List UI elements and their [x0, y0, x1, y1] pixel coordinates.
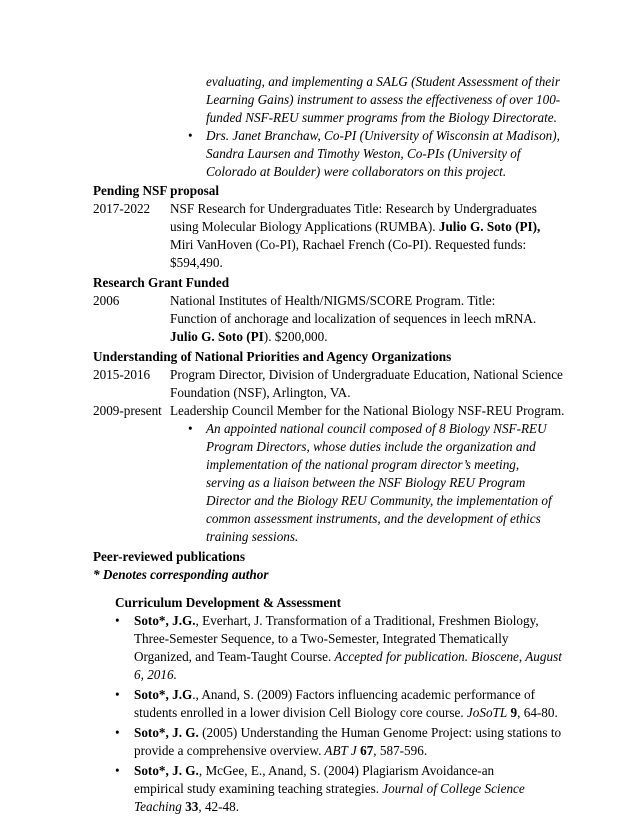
priorities-line-2: Foundation (NSF), Arlington, VA. — [170, 385, 351, 400]
pub-3-volume: 67 — [356, 743, 374, 758]
curriculum-subheading: Curriculum Development & Assessment — [115, 595, 341, 610]
pending-line-2-text: using Molecular Biology Applications (RUMBA). — [170, 219, 436, 234]
publications-heading: Peer-reviewed publications — [93, 549, 245, 564]
collab-line-3: Colorado at Boulder) were collaborators on this project. — [206, 164, 507, 179]
bullet-icon: • — [115, 763, 120, 778]
pub-2-journal: JoSoTL — [463, 705, 508, 720]
priorities-line-1: Program Director, Division of Undergraduate Education, National Science — [170, 367, 563, 382]
funded-pi: Julio G. Soto (PI — [170, 329, 264, 344]
salg-line-1: evaluating, and implementing a SALG (Student Assessment of their — [206, 74, 560, 89]
funded-amount: ). $200,000. — [263, 329, 328, 344]
funded-year: 2006 — [93, 293, 120, 308]
funded-line-3 — [170, 328, 328, 346]
pub-4-volume: 33 — [181, 799, 199, 814]
funded-line-2: Function of anchorage and localization of sequences in leech mRNA. — [170, 311, 537, 326]
pub-4-pages: , 42-48. — [198, 799, 240, 814]
pub-4-text: , McGee, E., Anand, S. (2004) Plagiarism Avoidance-an — [198, 763, 495, 778]
pending-heading: Pending NSF proposal — [93, 183, 220, 198]
pub-1-text: , Everhart, J. Transformation of a Traditional, Freshmen Biology, — [195, 613, 539, 628]
pub-3-pages: , 587-596. — [373, 743, 428, 758]
bullet-icon: • — [115, 725, 120, 740]
pub-3-journal: ABT J — [321, 743, 357, 758]
collab-line-2: Sandra Laursen and Timothy Weston, Co-PIs (University of — [206, 146, 521, 161]
pending-line-2 — [170, 218, 540, 236]
bullet-icon: • — [188, 128, 193, 143]
pub-2-volume: 9 — [507, 705, 518, 720]
council-line-1: An appointed national council composed of 8 Biology NSF-REU — [206, 421, 547, 436]
pub-4-text: empirical study examining teaching strategies. — [134, 781, 379, 796]
pub-2-line-1 — [134, 686, 535, 704]
council-line-6: common assessment instruments, and the development of ethics — [206, 511, 541, 526]
priorities-line-3: Leadership Council Member for the National Biology NSF-REU Program. — [170, 403, 565, 418]
council-line-2: Program Directors, whose duties include the organization and — [206, 439, 536, 454]
bullet-icon: • — [188, 421, 193, 436]
pub-1-line-4: 6, 2016. — [134, 667, 177, 682]
pub-3-line-2 — [134, 742, 427, 760]
pub-2-author: Soto*, J.G — [134, 687, 193, 702]
pub-1-line-3 — [134, 648, 562, 666]
pub-2-text: students enrolled in a lower division Cell Biology core course. — [134, 705, 464, 720]
funded-heading: Research Grant Funded — [93, 275, 230, 290]
collab-line-1: Drs. Janet Branchaw, Co-PI (University of Wisconsin at Madison), — [206, 128, 560, 143]
funded-line-1: National Institutes of Health/NIGMS/SCORE Program. Title: — [170, 293, 496, 308]
pending-line-1: NSF Research for Undergraduates Title: Research by Undergraduates — [170, 201, 537, 216]
pub-4-journal: Journal of College Science — [379, 781, 525, 796]
salg-line-3: funded NSF-REU summer programs from the Biology Directorate. — [206, 110, 557, 125]
council-line-4: serving as a liaison between the NSF Biology REU Program — [206, 475, 526, 490]
priorities-year-1: 2015-2016 — [93, 367, 151, 382]
pub-4-journal-cont: Teaching — [134, 799, 182, 814]
pub-1-line-1 — [134, 612, 539, 630]
pending-line-3: Miri VanHoven (Co-PI), Rachael French (Co-PI). Requested funds: — [170, 237, 527, 252]
pub-1-status: Accepted for publication. Bioscene, August — [331, 649, 562, 664]
pub-3-author: Soto*, J. G. — [134, 725, 199, 740]
bullet-icon: • — [115, 613, 120, 628]
pub-2-line-2 — [134, 704, 558, 722]
pub-1-author: Soto*, J.G. — [134, 613, 196, 628]
publications-note: * Denotes corresponding author — [93, 567, 269, 582]
pub-2-text: ., Anand, S. (2009) Factors influencing academic performance of — [192, 687, 536, 702]
council-line-7: training sessions. — [206, 529, 299, 544]
pub-3-text: provide a comprehensive overview. — [134, 743, 322, 758]
council-line-3: implementation of the national program director’s meeting, — [206, 457, 520, 472]
pub-4-author: Soto*, J. G. — [134, 763, 199, 778]
salg-line-2: Learning Gains) instrument to assess the effectiveness of over 100- — [206, 92, 561, 107]
pub-1-text: Organized, and Team-Taught Course. — [134, 649, 332, 664]
pub-2-pages: , 64-80. — [517, 705, 558, 720]
bullet-icon: • — [115, 687, 120, 702]
council-line-5: Director and the Biology REU Community, the implementation of — [206, 493, 552, 508]
priorities-heading: Understanding of National Priorities and Agency Organizations — [93, 349, 452, 364]
priorities-year-2: 2009-present — [93, 403, 162, 418]
pending-line-4: $594,490. — [170, 255, 223, 270]
pending-year: 2017-2022 — [93, 201, 151, 216]
pub-3-line-1 — [134, 724, 561, 742]
pending-pi: Julio G. Soto (PI), — [438, 219, 541, 234]
pub-1-line-2: Three-Semester Sequence, to a Two-Semester, Integrated Thematically — [134, 631, 509, 646]
pub-3-text: (2005) Understanding the Human Genome Project: using stations to — [198, 725, 562, 740]
